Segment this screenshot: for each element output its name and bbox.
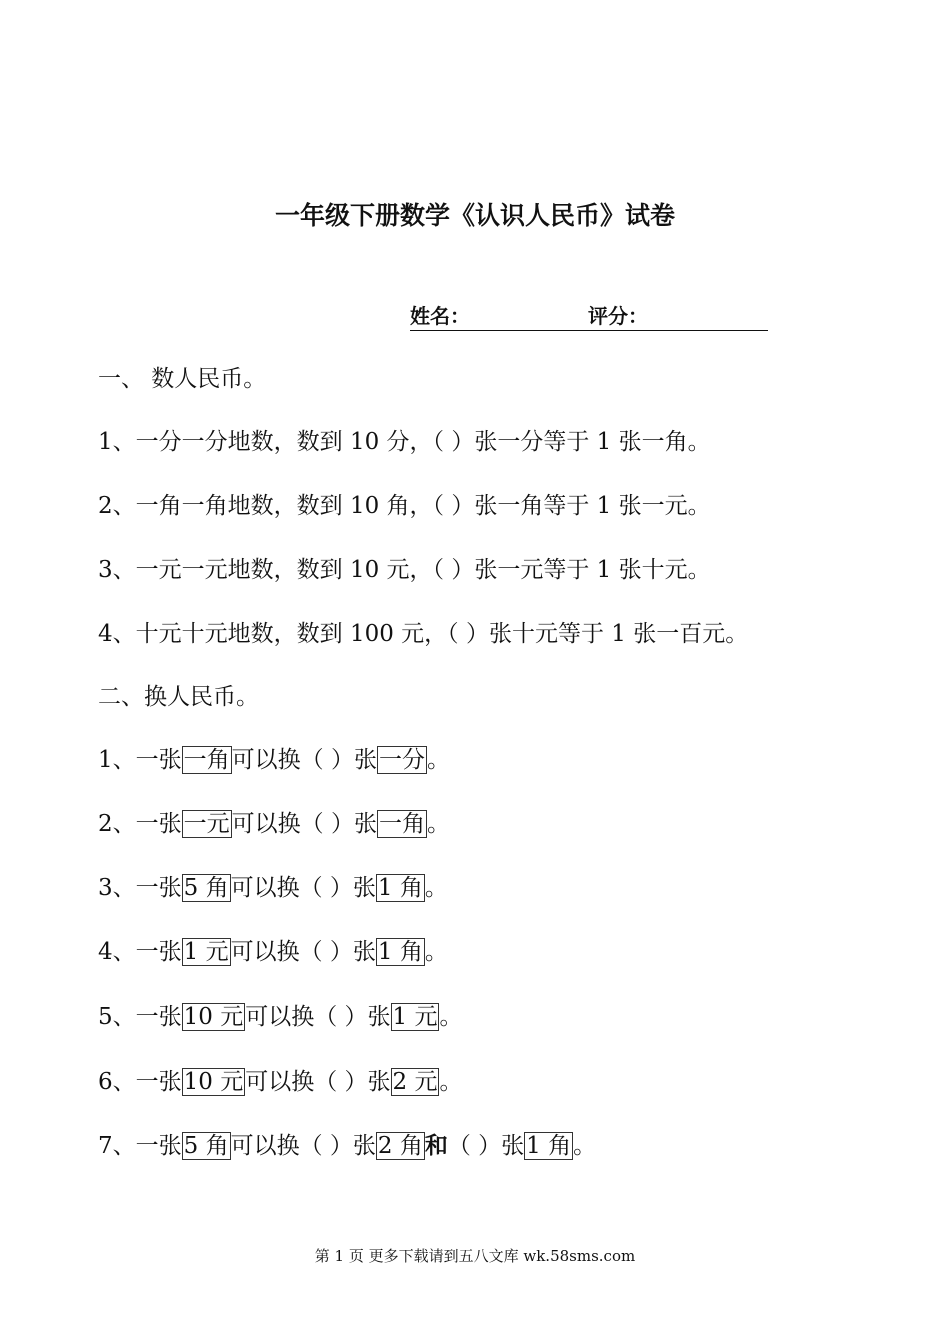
item-prefix: 3、一张 [98, 875, 182, 901]
to-note-box: 1 角 [377, 875, 423, 901]
item-mid: 可以换（ ）张 [230, 875, 376, 901]
from-note-box: 一元 [183, 811, 230, 837]
item-mid: 可以换（ ）张 [245, 1004, 391, 1030]
to-note-box: 一角 [378, 811, 425, 837]
item-end: 。 [424, 875, 448, 901]
item-end: 。 [424, 939, 448, 965]
item-mid: 可以换（ ）张 [231, 811, 377, 837]
section2-item-3 [98, 869, 448, 902]
section2-heading: 二、换人民币。 [98, 684, 259, 710]
to-note-box: 2 元 [392, 1069, 438, 1095]
to-note-box: 1 角 [377, 939, 423, 965]
section1-heading: 一、 数人民币。 [98, 366, 267, 392]
section2-item-4 [98, 933, 448, 966]
item-prefix: 7、一张 [98, 1133, 182, 1159]
item-mid-2: （ ）张 [447, 1133, 525, 1159]
section1-item-2: 2、一角一角地数，数到 10 角，（ ）张一角等于 1 张一元。 [98, 493, 711, 519]
item-end: 。 [426, 811, 450, 837]
conjunction: 和 [424, 1133, 448, 1159]
item-prefix: 4、一张 [98, 939, 182, 965]
from-note-box: 5 角 [183, 875, 229, 901]
name-score-line [410, 300, 768, 331]
from-note-box: 10 元 [183, 1004, 244, 1030]
item-mid: 可以换（ ）张 [230, 939, 376, 965]
item-end: 。 [439, 1069, 463, 1095]
item-prefix: 2、一张 [98, 811, 182, 837]
from-note-box: 10 元 [183, 1069, 244, 1095]
section1-item-1: 1、一分一分地数，数到 10 分，（ ）张一分等于 1 张一角。 [98, 429, 711, 455]
item-end: 。 [439, 1004, 463, 1030]
score-label: 评分： [588, 304, 648, 328]
item-mid: 可以换（ ）张 [231, 747, 377, 773]
name-label: 姓名： [410, 304, 470, 328]
section2-item-7 [98, 1127, 596, 1160]
item-end: 。 [426, 747, 450, 773]
section1-item-3: 3、一元一元地数，数到 10 元，（ ）张一元等于 1 张十元。 [98, 557, 711, 583]
to-note-box: 2 角 [377, 1133, 423, 1159]
from-note-box: 5 角 [183, 1133, 229, 1159]
section2-item-1 [98, 741, 450, 774]
page-footer: 第 1 页 更多下载请到五八文库 wk.58sms.com [314, 1247, 636, 1265]
item-prefix: 5、一张 [98, 1004, 182, 1030]
to-note-box: 1 元 [392, 1004, 438, 1030]
section2-item-6 [98, 1063, 462, 1096]
to-note-box-2: 1 角 [526, 1133, 572, 1159]
section2-item-5 [98, 998, 462, 1031]
section2-item-2 [98, 805, 450, 838]
page-title: 一年级下册数学《认识人民币》试卷 [274, 201, 675, 230]
item-end: 。 [573, 1133, 597, 1159]
from-note-box: 一角 [183, 747, 230, 773]
item-mid: 可以换（ ）张 [230, 1133, 376, 1159]
section1-item-4: 4、十元十元地数，数到 100 元，（ ）张十元等于 1 张一百元。 [98, 621, 749, 647]
to-note-box: 一分 [378, 747, 425, 773]
item-mid: 可以换（ ）张 [245, 1069, 391, 1095]
item-prefix: 6、一张 [98, 1069, 182, 1095]
item-prefix: 1、一张 [98, 747, 182, 773]
from-note-box: 1 元 [183, 939, 229, 965]
